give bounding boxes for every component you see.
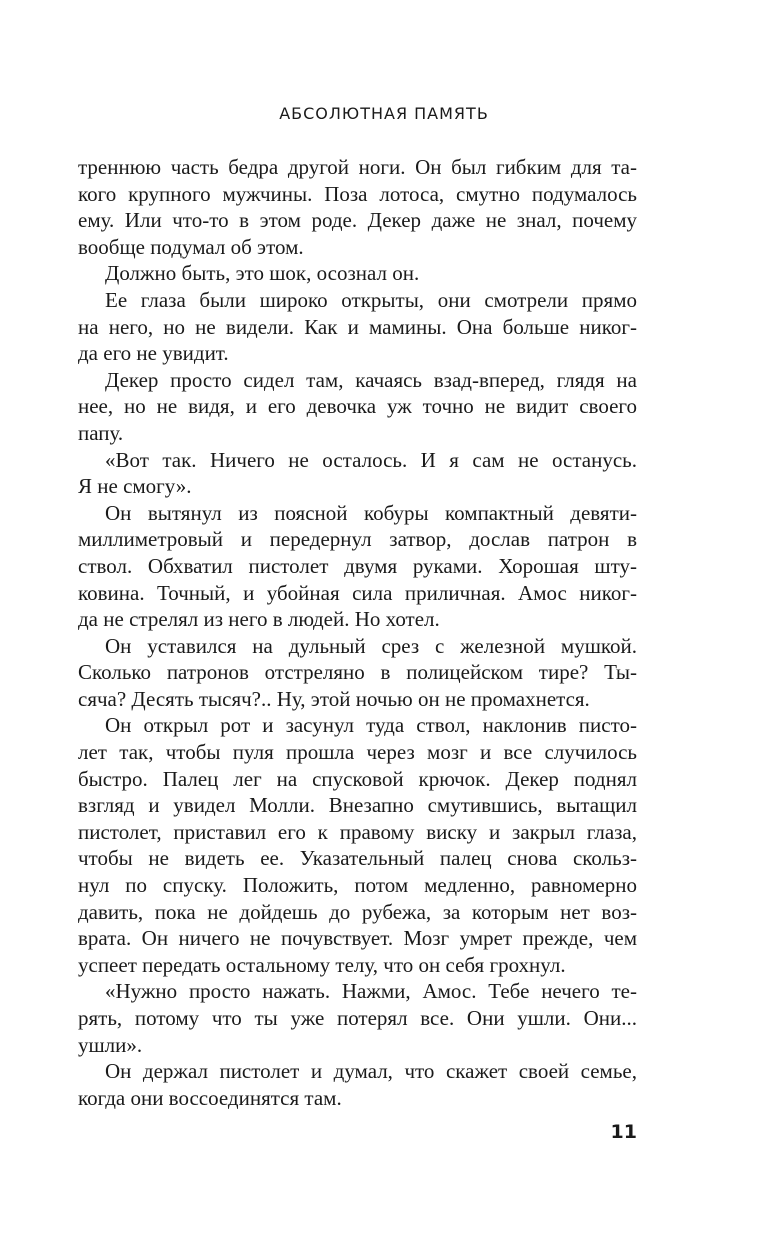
text-line: чтобы не видеть ее. Указательный палец снова скольз- — [78, 846, 637, 871]
text-line: Он открыл рот и засунул туда ствол, наклонив писто- — [105, 713, 637, 738]
text-line: быстро. Палец лег на спусковой крючок. Декер поднял — [78, 766, 637, 791]
text-line: лет так, чтобы пуля прошла через мозг и все случилось — [78, 740, 637, 765]
text-line: Декер просто сидел там, качаясь взад-вперед, глядя на — [105, 367, 637, 392]
text-line: ему. Или что-то в этом роде. Декер даже не знал, почему — [78, 208, 637, 233]
text-line: миллиметровый и передернул затвор, дослав патрон в — [78, 527, 637, 552]
text-line: рять, потому что ты уже потерял все. Они ушли. Они... — [78, 1006, 637, 1030]
text-line: Должно быть, это шок, осознал он. — [105, 261, 420, 286]
text-line: давить, пока не дойдешь до рубежа, за которым нет воз- — [78, 899, 637, 924]
text-line: успеет передать остальному телу, что он себя грохнул. — [78, 952, 566, 977]
text-line: вообще подумал об этом. — [78, 234, 304, 259]
text-line: Сколько патронов отстреляно в полицейском тире? Ты- — [78, 660, 637, 685]
text-line: кого крупного мужчины. Поза лотоса, смутно подумалось — [78, 181, 637, 206]
text-line: взгляд и увидел Молли. Внезапно смутившись, вытащил — [78, 793, 637, 818]
text-line: нее, но не видя, и его девочка уж точно не видит своего — [78, 394, 637, 419]
text-line: Я не смогу». — [78, 474, 192, 499]
text-line: ковина. Точный, и убойная сила приличная. Амос никог- — [78, 580, 637, 605]
body-text — [78, 154, 637, 1111]
text-line: ствол. Обхватил пистолет двумя руками. Хорошая шту- — [78, 553, 637, 578]
text-line: «Вот так. Ничего не осталось. И я сам не останусь. — [105, 447, 637, 472]
text-line: «Нужно просто нажать. Нажми, Амос. Тебе нечего те- — [105, 979, 637, 1004]
text-line: ушли». — [78, 1032, 143, 1057]
text-line: Он вытянул из поясной кобуры компактный девяти- — [105, 500, 637, 525]
text-line: сяча? Десять тысяч?.. Ну, этой ночью он не промахнется. — [78, 686, 590, 711]
text-line: Он держал пистолет и думал, что скажет своей семье, — [105, 1059, 637, 1084]
text-line: треннюю часть бедра другой ноги. Он был гибким для та- — [78, 155, 637, 179]
text-line: нул по спуску. Положить, потом медленно, равномерно — [78, 873, 637, 898]
text-line: врата. Он ничего не почувствует. Мозг умрет прежде, чем — [78, 926, 637, 951]
page-number: 11 — [610, 1121, 637, 1143]
text-line: Он уставился на дульный срез с железной мушкой. — [105, 633, 637, 658]
text-line: да не стрелял из него в людей. Но хотел. — [78, 607, 440, 632]
text-line: да его не увидит. — [78, 341, 229, 366]
text-line: на него, но не видели. Как и мамины. Она больше никог- — [78, 314, 637, 339]
text-line: когда они воссоединятся там. — [78, 1085, 342, 1110]
text-line: Ее глаза были широко открыты, они смотрели прямо — [105, 287, 637, 312]
running-head-title: АБСОЛЮТНАЯ ПАМЯТЬ — [279, 104, 489, 123]
text-line: папу. — [78, 420, 124, 445]
text-line: пистолет, приставил его к правому виску и закрыл глаза, — [78, 819, 637, 844]
